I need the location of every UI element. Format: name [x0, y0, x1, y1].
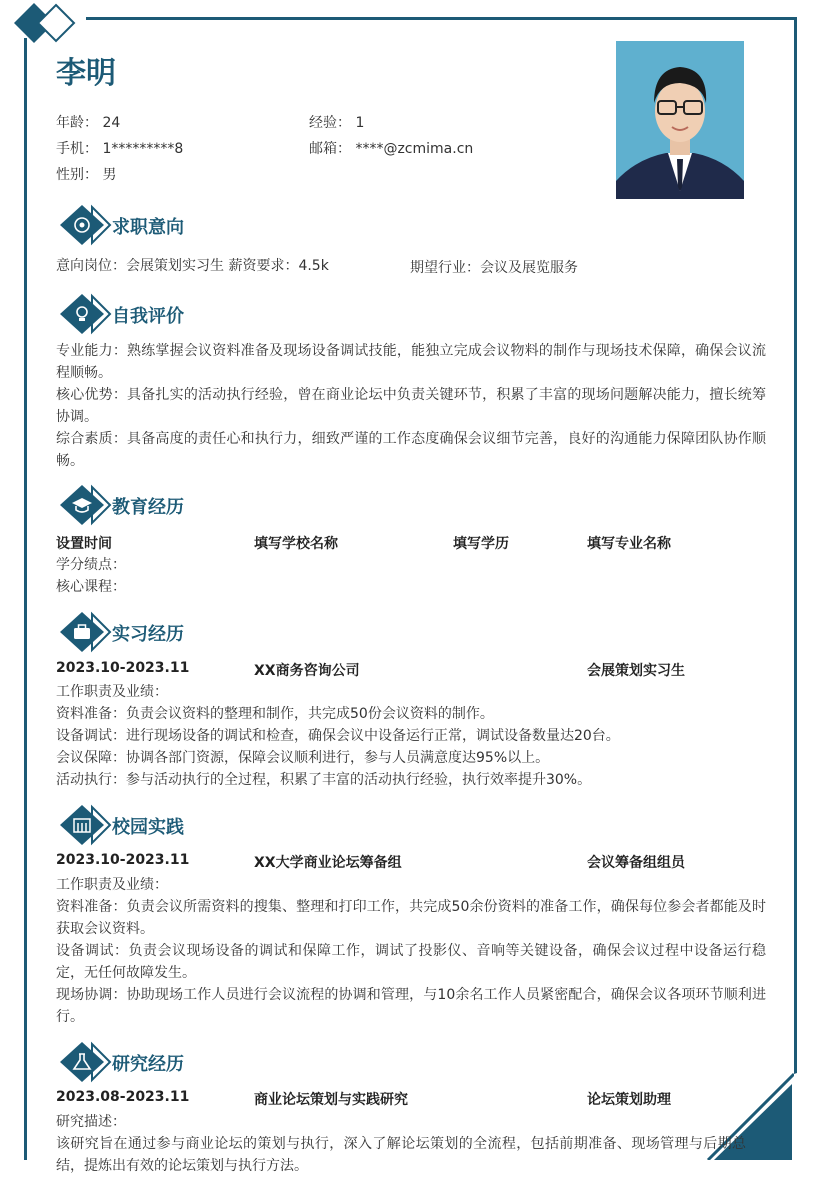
internship-duty-label: 工作职责及业绩：	[56, 684, 168, 700]
research-desc: 该研究旨在通过参与商业论坛的策划与执行，深入了解论坛策划的全流程，包括前期准备、现场管理与后期总结，提炼出有效的论坛策划与执行方法。	[56, 1136, 746, 1174]
research-time: 2023.08-2023.11	[56, 1089, 190, 1105]
section-title-intent: 求职意向	[112, 217, 184, 238]
age-field: 年龄： 24	[56, 115, 121, 131]
intent-position-salary: 意向岗位：会展策划实习生 薪资要求：4.5k	[56, 258, 329, 274]
lightbulb-icon	[56, 292, 112, 336]
education-gpa: 学分绩点：	[56, 557, 126, 573]
building-icon	[56, 803, 112, 847]
intent-industry: 期望行业：会议及展览服务	[410, 260, 578, 276]
campus-item: 资料准备：负责会议所需资料的搜集、整理和打印工作，共完成50余份资料的准备工作，确保每位参会者都能及时获取会议资料。	[56, 899, 766, 937]
section-title-research: 研究经历	[112, 1054, 184, 1075]
education-courses: 核心课程：	[56, 579, 126, 595]
frame-right-line	[794, 17, 797, 1077]
education-school: 填写学校名称	[254, 536, 338, 552]
internship-role: 会展策划实习生	[587, 663, 685, 679]
research-role: 论坛策划助理	[587, 1092, 671, 1108]
internship-item: 会议保障：协调各部门资源，保障会议顺利进行，参与人员满意度达95%以上。	[56, 750, 550, 766]
internship-item: 资料准备：负责会议资料的整理和制作，共完成50份会议资料的制作。	[56, 706, 494, 722]
campus-time: 2023.10-2023.11	[56, 852, 190, 868]
frame-top-line	[86, 17, 797, 20]
research-desc-label: 研究描述：	[56, 1114, 126, 1130]
phone-field: 手机： 1*********8	[56, 141, 184, 157]
research-project: 商业论坛策划与实践研究	[254, 1092, 408, 1108]
section-title-self: 自我评价	[112, 306, 184, 327]
email-field: 邮箱： ****@zcmima.cn	[309, 141, 474, 157]
campus-duty-label: 工作职责及业绩：	[56, 877, 168, 893]
campus-role: 会议筹备组组员	[587, 855, 685, 871]
internship-company: XX商务咨询公司	[254, 663, 360, 679]
education-degree: 填写学历	[453, 536, 509, 552]
gender-field: 性别： 男	[56, 167, 117, 183]
candidate-name: 李明	[56, 56, 116, 91]
section-title-education: 教育经历	[112, 497, 184, 518]
internship-time: 2023.10-2023.11	[56, 660, 190, 676]
section-title-internship: 实习经历	[112, 624, 184, 645]
section-title-campus: 校园实践	[112, 817, 184, 838]
flask-icon	[56, 1040, 112, 1084]
profile-photo	[616, 41, 744, 199]
campus-item: 设备调试：负责会议现场设备的调试和保障工作，调试了投影仪、音响等关键设备，确保会议过程中设备运行稳定，无任何故障发生。	[56, 943, 766, 981]
internship-item: 设备调试：进行现场设备的调试和检查，确保会议中设备运行正常，调试设备数量达20台。	[56, 728, 620, 744]
briefcase-icon	[56, 610, 112, 654]
education-major: 填写专业名称	[587, 536, 671, 552]
self-eval-item: 核心优势：具备扎实的活动执行经验，曾在商业论坛中负责关键环节，积累了丰富的现场问题解决能力，擅长统筹协调。	[56, 387, 766, 425]
self-eval-item: 专业能力：熟练掌握会议资料准备及现场设备调试技能，能独立完成会议物料的制作与现场技术保障，确保会议流程顺畅。	[56, 343, 766, 381]
self-eval-item: 综合素质：具备高度的责任心和执行力，细致严谨的工作态度确保会议细节完善，良好的沟通能力保障团队协作顺畅。	[56, 431, 766, 469]
graduation-cap-icon	[56, 483, 112, 527]
frame-left-line	[24, 38, 27, 1160]
internship-item: 活动执行：参与活动执行的全过程，积累了丰富的活动执行经验，执行效率提升30%。	[56, 772, 592, 788]
campus-org: XX大学商业论坛筹备组	[254, 855, 402, 871]
campus-item: 现场协调：协助现场工作人员进行会议流程的协调和管理，与10余名工作人员紧密配合，确保会议各项环节顺利进行。	[56, 987, 766, 1025]
education-time: 设置时间	[56, 536, 112, 552]
target-icon	[56, 203, 112, 247]
experience-field: 经验： 1	[309, 115, 365, 131]
corner-diamond-decoration	[10, 0, 80, 46]
